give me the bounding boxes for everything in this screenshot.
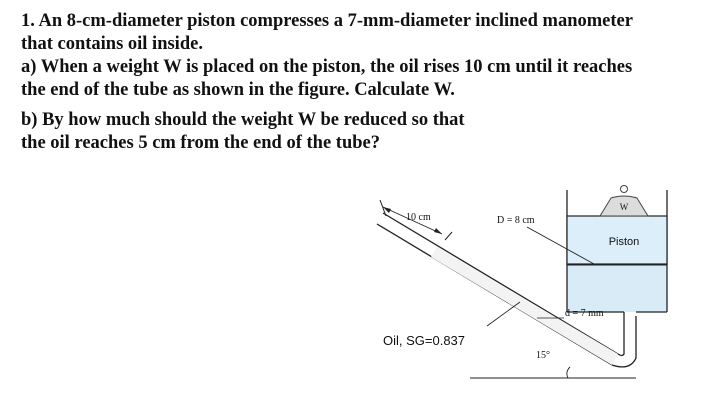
part-b-line-1: b) By how much should the weight W be reduced so that (21, 110, 465, 130)
part-a-line-1: a) When a weight W is placed on the piston, the oil rises 10 cm until it reaches (21, 57, 633, 77)
piston-diameter-label: D = 8 cm (497, 215, 535, 226)
tube-bend-inner (618, 312, 624, 356)
piston-label: Piston (608, 236, 640, 248)
weight-handle (621, 186, 628, 193)
angle-arc (567, 367, 570, 378)
dim-arrow-right (434, 228, 442, 234)
part-a-line-2: the end of the tube as shown in the figure. Calculate W. (21, 80, 455, 100)
part-b-line-2: the oil reaches 5 cm from the end of the tube? (21, 133, 380, 153)
weight-label: W (619, 202, 629, 212)
length-label: 10 cm (406, 212, 431, 223)
angle-label: 15° (536, 350, 550, 361)
oil-leader (487, 302, 520, 326)
tube-diameter-label: d = 7 mm (565, 308, 604, 319)
dim-tick-right (445, 232, 452, 240)
oil-label: Oil, SG=0.837 (383, 333, 466, 348)
problem-line-1: 1. An 8-cm-diameter piston compresses a 7-mm-diameter inclined manometer (21, 11, 633, 31)
problem-line-2: that contains oil inside. (21, 34, 203, 54)
